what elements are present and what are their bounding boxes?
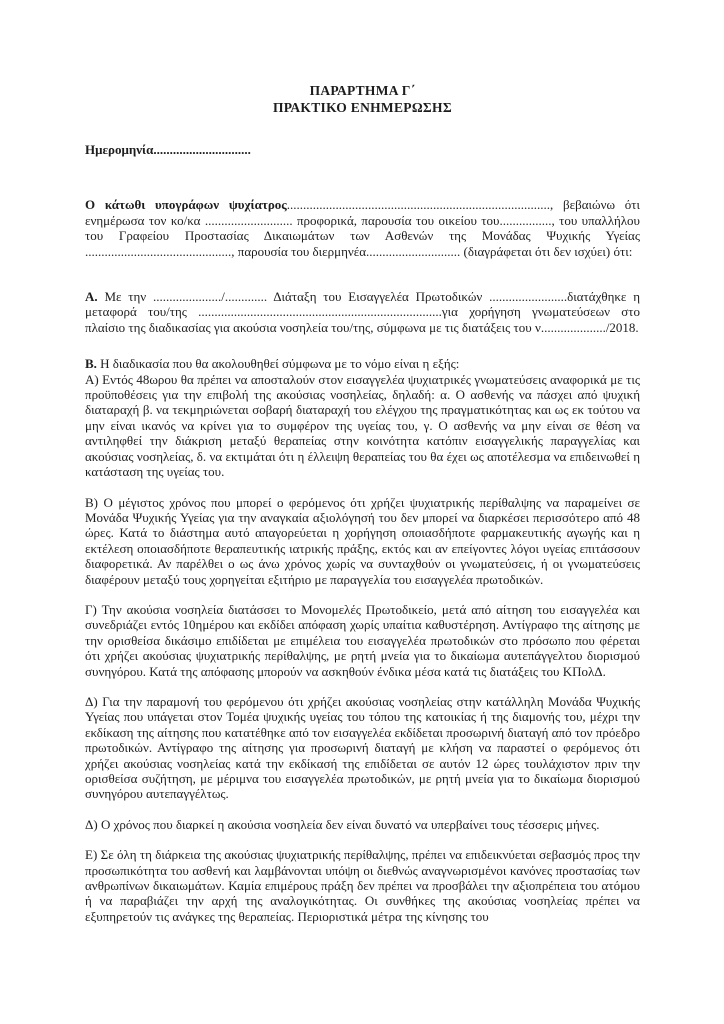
item-text: Ο μέγιστος χρόνος που μπορεί ο φερόμενος ότι χρήζει ψυχιατρικής περίθαλψης να παραμείνει σε Μονάδα Ψυχικής Υγείας για την αναγκαία αξιολόγησή του δεν μπορεί να διαρκέσει περισσότερο από 48 ώρες. Κατά το διάστημα αυτό απαγορεύεται η χορήγηση οποιασδήποτε φαρμακευτικής αγωγής και η εκτέλεση οποιασδήποτε θεραπευτικής ιατρικής πράξης, εκτός και αν επείγοντες λόγοι υγείας επιτάσσουν διαφορετικά. Αν παρέλθει ο ως άνω χρόνος χωρίς να συνταχθούν οι γνωματεύσεις, ή οι γνωματεύσεις διαφέρουν μεταξύ τους χορηγείται εξιτήριο με παραγγελία του εισαγγελέα πρωτοδικών. [85,494,641,587]
item-text: Την ακούσια νοσηλεία διατάσσει το Μονομελές Πρωτοδικείο, μετά από αίτηση του εισαγγελέα και συνεδριάζει εντός 10ημέρου και εκδίδει απόφαση χωρίς υπαίτια καθυστέρηση. Αντίγραφο της αίτησης με την ορισθείσα δικάσιμο επιδίδεται με επιμέλεια του εισαγγελέα πρωτοδικών στο πρόσωπο που φέρεται ότι χρήζει ακούσιας ψυχιατρικής περίθαλψης, με ρητή μνεία για το δικαίωμα αυτεπάγγελτου διορισμού συνηγόρου. Κατά της απόφασης μπορούν να ασκηθούν ένδικα μέσα κατά τις διατάξεις του ΚΠολΔ. [85,601,641,679]
item-paragraph-a [85,372,640,480]
date-line: Ημερομηνία.............................. [85,142,251,157]
intro-paragraph [85,197,640,259]
item-text: Σε όλη τη διάρκεια της ακούσιας ψυχιατρικής περίθαλψης, πρέπει να επιδεικνύεται σεβασμός προς την προσωπικότητα του ασθενή και λαμβάνονται υπόψη οι διεθνώς αναγνωρισμένοι κανόνες προστασίας των ανθρωπίνων δικαιωμάτων. Καμία επιμέρους πράξη δεν πρέπει να προσβάλει την αξιοπρέπεια του ατόμου ή να παραβιάζει την αρχή της αναλογικότητας. Οι συνθήκες της ακούσιας νοσηλείας πρέπει να εξυπηρετούν τις ανάγκες της θεραπείας. Περιοριστικά μέτρα της κίνησης του [85,847,640,924]
document-subtitle: ΠΡΑΚΤΙΚΟ ΕΝΗΜΕΡΩΣΗΣ [273,100,452,115]
section-b-text: Η διαδικασία που θα ακολουθηθεί σύμφωνα με το νόμο είναι η εξής: [100,356,460,372]
intro-lead: Ο κάτωθι υπογράφων ψυχίατρος [85,197,287,213]
item-label: Γ) [85,601,97,617]
document-title: ΠΑΡΑΡΤΗΜΑ Γ΄ [309,83,416,98]
item-label: Α) [85,371,99,387]
item-paragraph-b [85,495,640,587]
item-text: Για την παραμονή του φερόμενου ότι χρήζει ακούσιας νοσηλείας στην κατάλληλη Μονάδα Ψυχικής Υγείας που υπάγεται στον Τομέα ψυχικής υγείας του τόπου της κατοικίας ή της διαμονής του, μέχρι την εκδίκαση της αίτησης που κατατέθηκε από τον εισαγγελέα εκδίδεται προσωρινή διαταγή από τον πρόεδρο πρωτοδικών. Αντίγραφο της αίτησης για προσωρινή διαταγή με κλήση να παραστεί ο φερόμενος ότι χρήζει ακούσιας νοσηλείας κατά την εκδίκασή της επιδίδεται σε αυτόν 12 ώρες τουλάχιστον πριν την ορισθείσα συζήτηση, με μέριμνα του εισαγγελέα πρωτοδικών, με ρητή μνεία για το δικαίωμα διορισμού συνηγόρου αυτεπαγγέλτως. [85,693,640,802]
item-label: Ε) [85,847,98,863]
section-b-heading [85,356,640,371]
section-a-text: Με την ...................../............. Διάταξη του Εισαγγελέα Πρωτοδικών ........................διατάχθηκε η μεταφορά του/της ...........................................................................για χορήγηση γνωματεύσεων στο πλαίσιο της διαδικασίας για ακούσια νοσηλεία του/της, σύμφωνα με τις διατάξεις του ν..................../2018. [85,289,640,335]
section-a-paragraph [85,289,640,335]
item-text: Εντός 48ωρου θα πρέπει να αποσταλούν στον εισαγγελέα ψυχιατρικές γνωματεύσεις αναφορικά με τις προϋποθέσεις για την επιβολή της ακούσιας νοσηλείας, δηλαδή: α. Ο ασθενής να πάσχει από ψυχική διαταραχή β. να τεκμηριώνεται σοβαρή διαταραχή του ελέγχου της πραγματικότητας και ως εκ τούτου να μην είναι ικανός να κρίνει για το συμφέρον της υγείας του, γ. Ο ασθενής να μην είναι σε θέση να αντιληφθεί την διάκριση μεταξύ θεραπείας στην κοινότητα κατόπιν εισαγγελικής παραγγελίας και ακούσιας νοσηλείας, δ. να εκτιμάται ότι η έλλειψη θεραπείας του θα έχει ως αποτέλεσμα να επιδεινωθεί η κατάσταση της υγείας του. [85,371,640,480]
item-paragraph-d2 [85,817,640,832]
item-label: Δ) [85,816,98,832]
item-text: Ο χρόνος που διαρκεί η ακούσια νοσηλεία δεν είναι δυνατό να υπερβαίνει τους τέσσερις μήνες. [100,816,600,832]
item-paragraph-g [85,602,640,679]
item-paragraph-e [85,847,640,924]
item-label: Δ) [85,693,98,709]
intro-text: ................................................................................., βεβαιώνω ότι ενημέρωσα τον κο/κα ........................... προφορικά, παρουσία του οικείου του................, του υπαλλήλου του Γραφείου Προστασίας Δικαιωμάτων των Ασθενών της Μονάδας Ψυχικής Υγείας ............................................., παρουσία του διερμηνέα............................. (διαγράφεται ότι δεν ισχύει) ότι: [85,197,640,259]
section-b-label: Β. [85,356,97,372]
section-a-label: Α. [85,289,98,305]
item-label: Β) [85,494,98,510]
item-paragraph-d1 [85,694,640,802]
